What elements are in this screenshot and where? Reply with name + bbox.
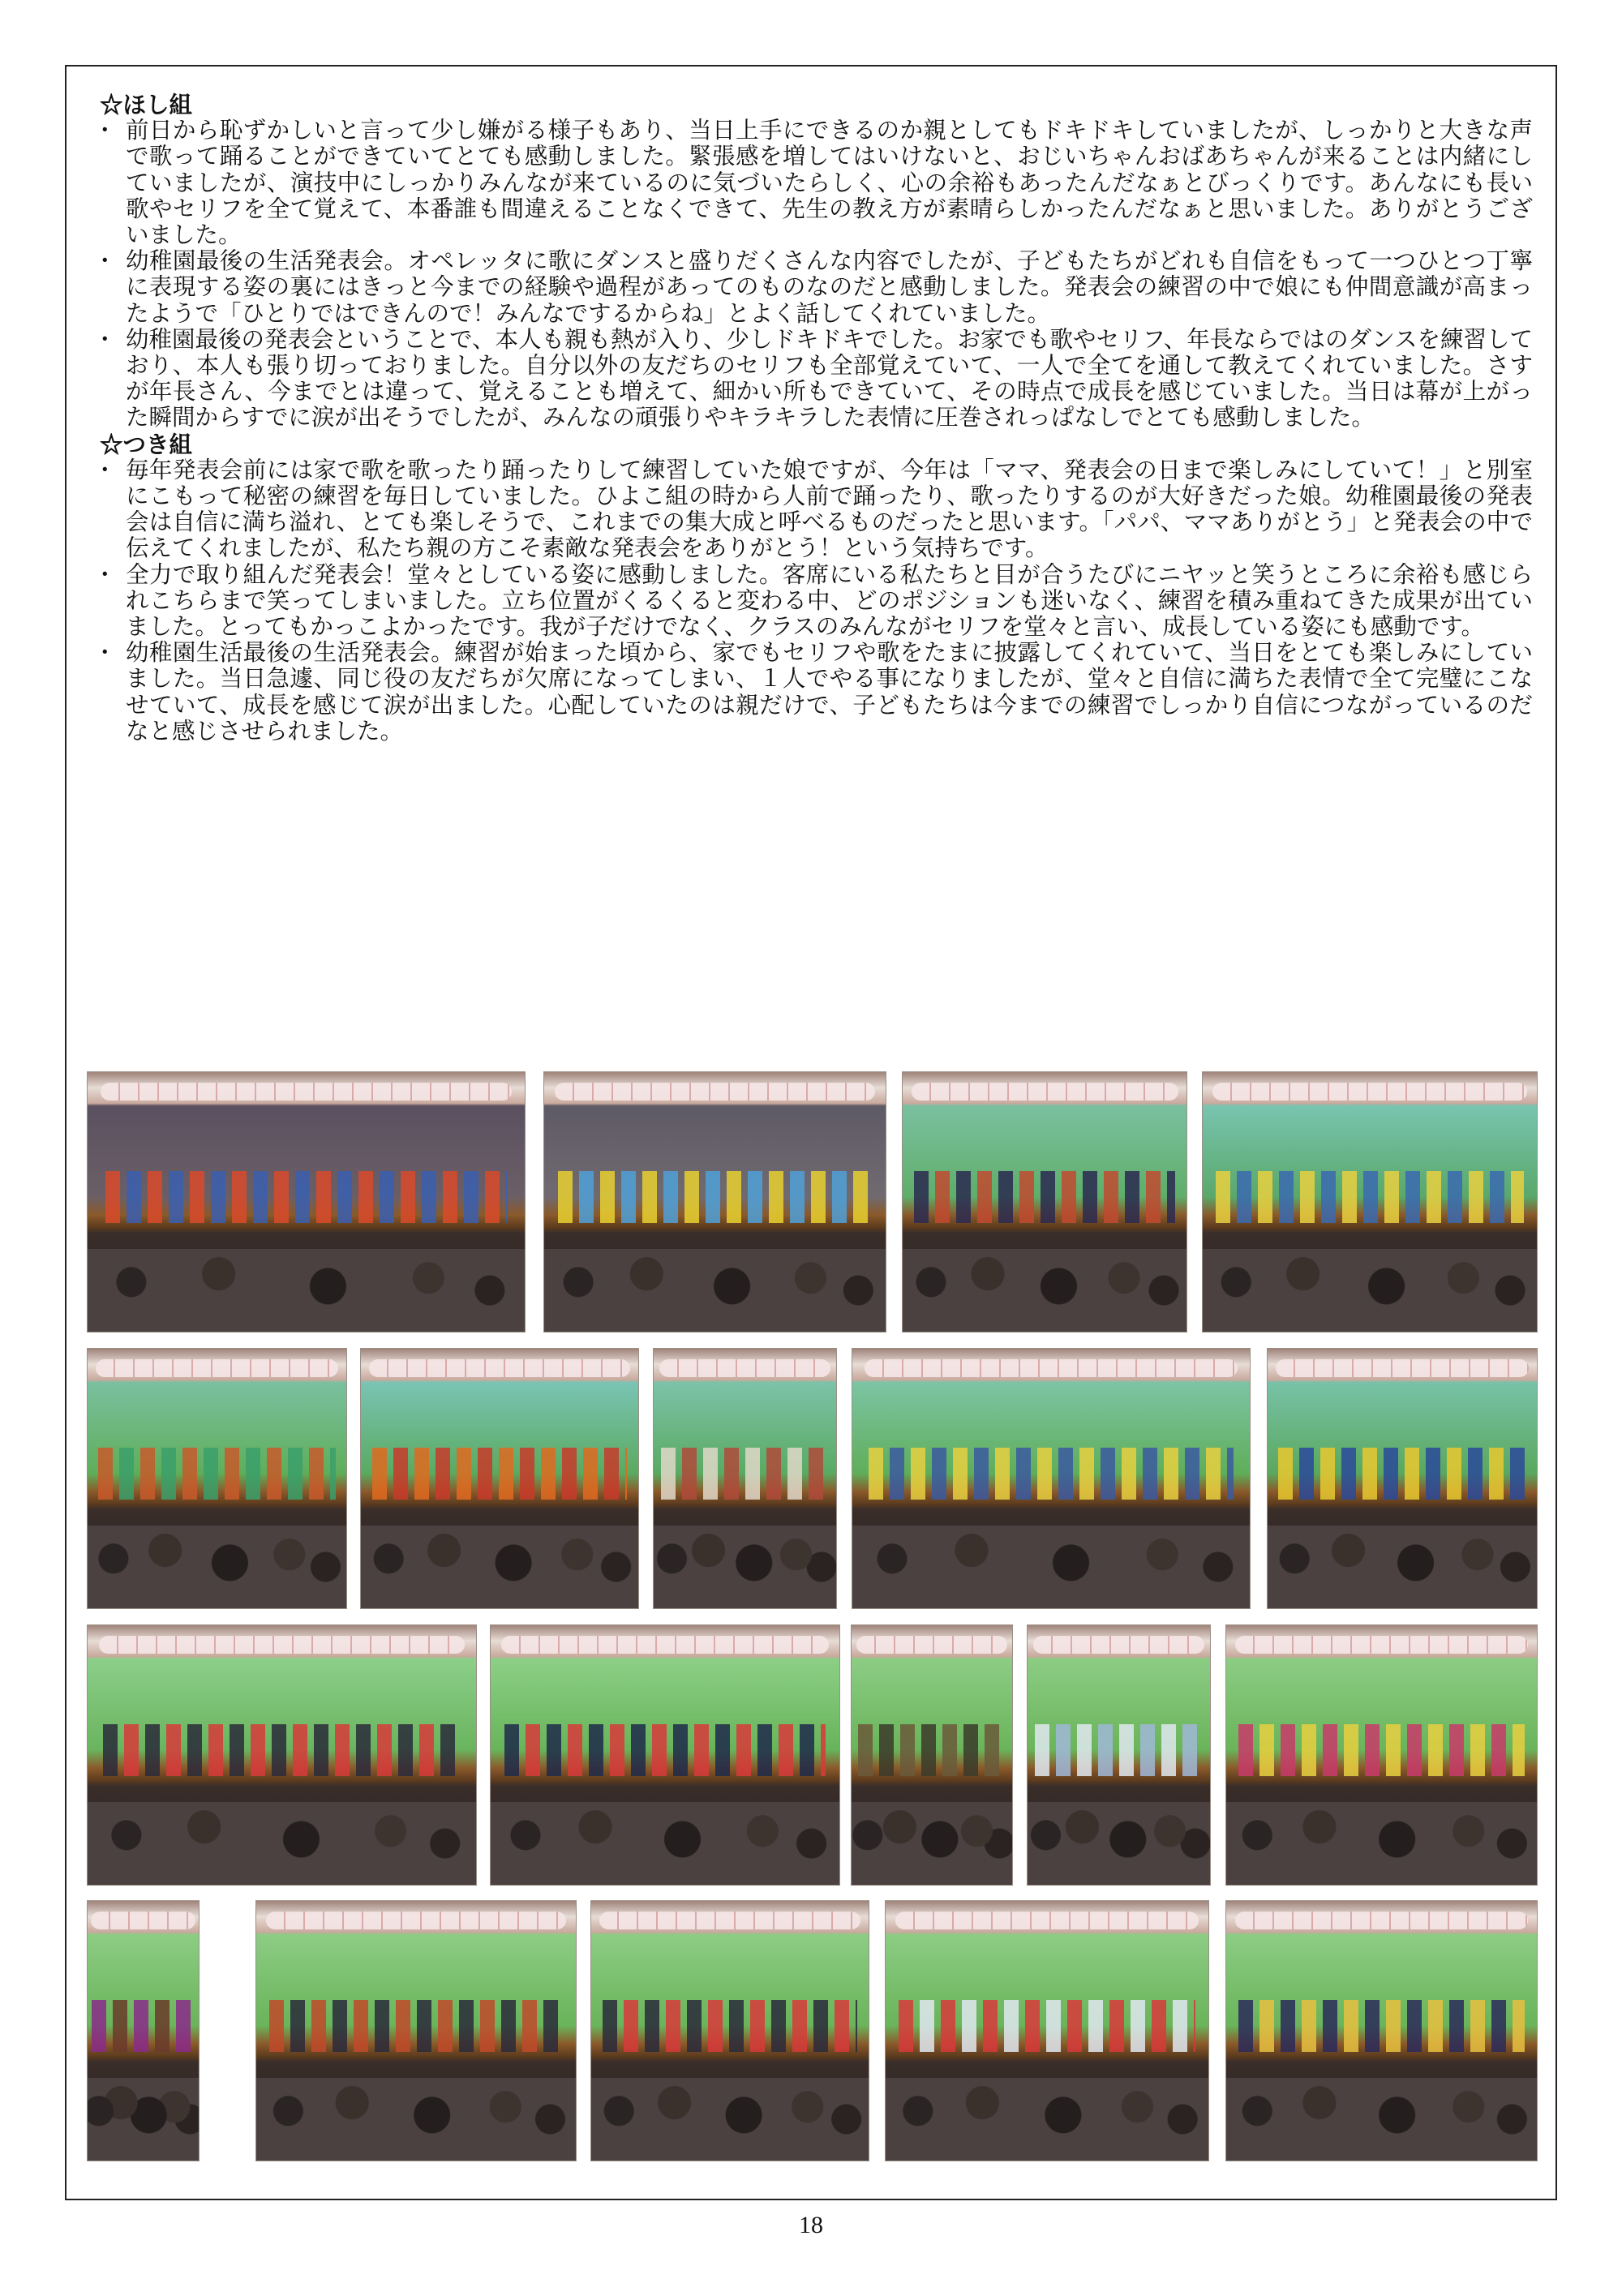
section-heading-tsuki: ☆つき組	[100, 430, 193, 458]
section-heading-hoshi: ☆ほし組	[100, 91, 193, 118]
stage-photo	[851, 1624, 1013, 1886]
stage-photo	[1225, 1900, 1538, 2161]
stage-photo	[490, 1624, 840, 1886]
comments-text	[93, 92, 1533, 745]
comment-item: ・ 全力で取り組んだ発表会！堂々としている姿に感動しました。客席にいる私たちと目が合うたびにニヤッと笑うところに余裕も感じられこちらまで笑ってしまいました。立ち位置がくるくると変わる中、どのポジションも迷いなく、練習を積み重ねてきた成果が出ていました。とってもかっこよかったです。我が子だけでなく、クラスのみんながセリフを堂々と言い、成長している姿にも感動です。	[93, 562, 1533, 641]
stage-photo	[902, 1071, 1187, 1333]
stage-photo	[1202, 1071, 1538, 1333]
stage-photo	[87, 1624, 477, 1886]
comment-item: ・ 幼稚園生活最後の生活発表会。練習が始まった頃から、家でもセリフや歌をたまに披露してくれていて、当日をとても楽しみにしていました。当日急遽、同じ役の友だちが欠席になってしまい、１人でやる事になりましたが、堂々と自信に満ちた表情で全て完璧にこなせていて、成長を感じて涙が出ました。心配していたのは親だけで、子どもたちは今までの練習でしっかり自信につながっているのだなと感じさせられました。	[93, 640, 1533, 745]
stage-photo	[885, 1900, 1209, 2161]
stage-photo	[360, 1348, 639, 1609]
stage-photo	[87, 1071, 526, 1333]
comment-item: ・ 幼稚園最後の生活発表会。オペレッタに歌にダンスと盛りだくさんな内容でしたが、子どもたちがどれも自信をもって一つひとつ丁寧に表現する姿の裏にはきっと今までの経験や過程があってのものなのだと感動しました。発表会の練習の中で娘にも仲間意識が高まったようで「ひとりではできんので！みんなでするからね」とよく話してくれていました。	[93, 248, 1533, 327]
stage-photo	[1027, 1624, 1211, 1886]
comment-item: ・ 幼稚園最後の発表会ということで、本人も親も熱が入り、少しドキドキでした。お家でも歌やセリフ、年長ならではのダンスを練習しており、本人も張り切っておりました。自分以外の友だちのセリフも全部覚えていて、一人で全てを通して教えてくれていました。さすが年長さん、今までとは違って、覚えることも増えて、細かい所もできていて、その時点で成長を感じていました。当日は幕が上がった瞬間からすでに涙が出そうでしたが、みんなの頑張りやキラキラした表情に圧巻されっぱなしでとても感動しました。	[93, 327, 1533, 431]
stage-photo	[1267, 1348, 1538, 1609]
stage-photo	[852, 1348, 1251, 1609]
comment-item: ・ 前日から恥ずかしいと言って少し嫌がる様子もあり、当日上手にできるのか親としてもドキドキしていましたが、しっかりと大きな声で歌って踊ることができていてとても感動しました。緊張感を増してはいけないと、おじいちゃんおばあちゃんが来ることは内緒にしていましたが、演技中にしっかりみんなが来ているのに気づいたらしく、心の余裕もあったんだなぁとびっくりです。あんなにも長い歌やセリフを全て覚えて、本番誰も間違えることなくできて、先生の教え方が素晴らしかったんだなぁと思いました。ありがとうございました。	[93, 118, 1533, 248]
stage-photo	[87, 1900, 200, 2161]
stage-photo	[653, 1348, 837, 1609]
page-number: 18	[799, 2212, 823, 2238]
stage-photo	[1225, 1624, 1538, 1886]
stage-photo	[590, 1900, 869, 2161]
stage-photo	[543, 1071, 886, 1333]
stage-photo	[87, 1348, 347, 1609]
stage-photo	[255, 1900, 577, 2161]
comment-item: ・ 毎年発表会前には家で歌を歌ったり踊ったりして練習していた娘ですが、今年は「ママ、発表会の日まで楽しみにしていて！」と別室にこもって秘密の練習を毎日していました。ひよこ組の時から人前で踊ったり、歌ったりするのが大好きだった娘。幼稚園最後の発表会は自信に満ち溢れ、とても楽しそうで、これまでの集大成と呼べるものだったと思います。「パパ、ママありがとう」と発表会の中で伝えてくれましたが、私たち親の方こそ素敵な発表会をありがとう！という気持ちです。	[93, 457, 1533, 562]
